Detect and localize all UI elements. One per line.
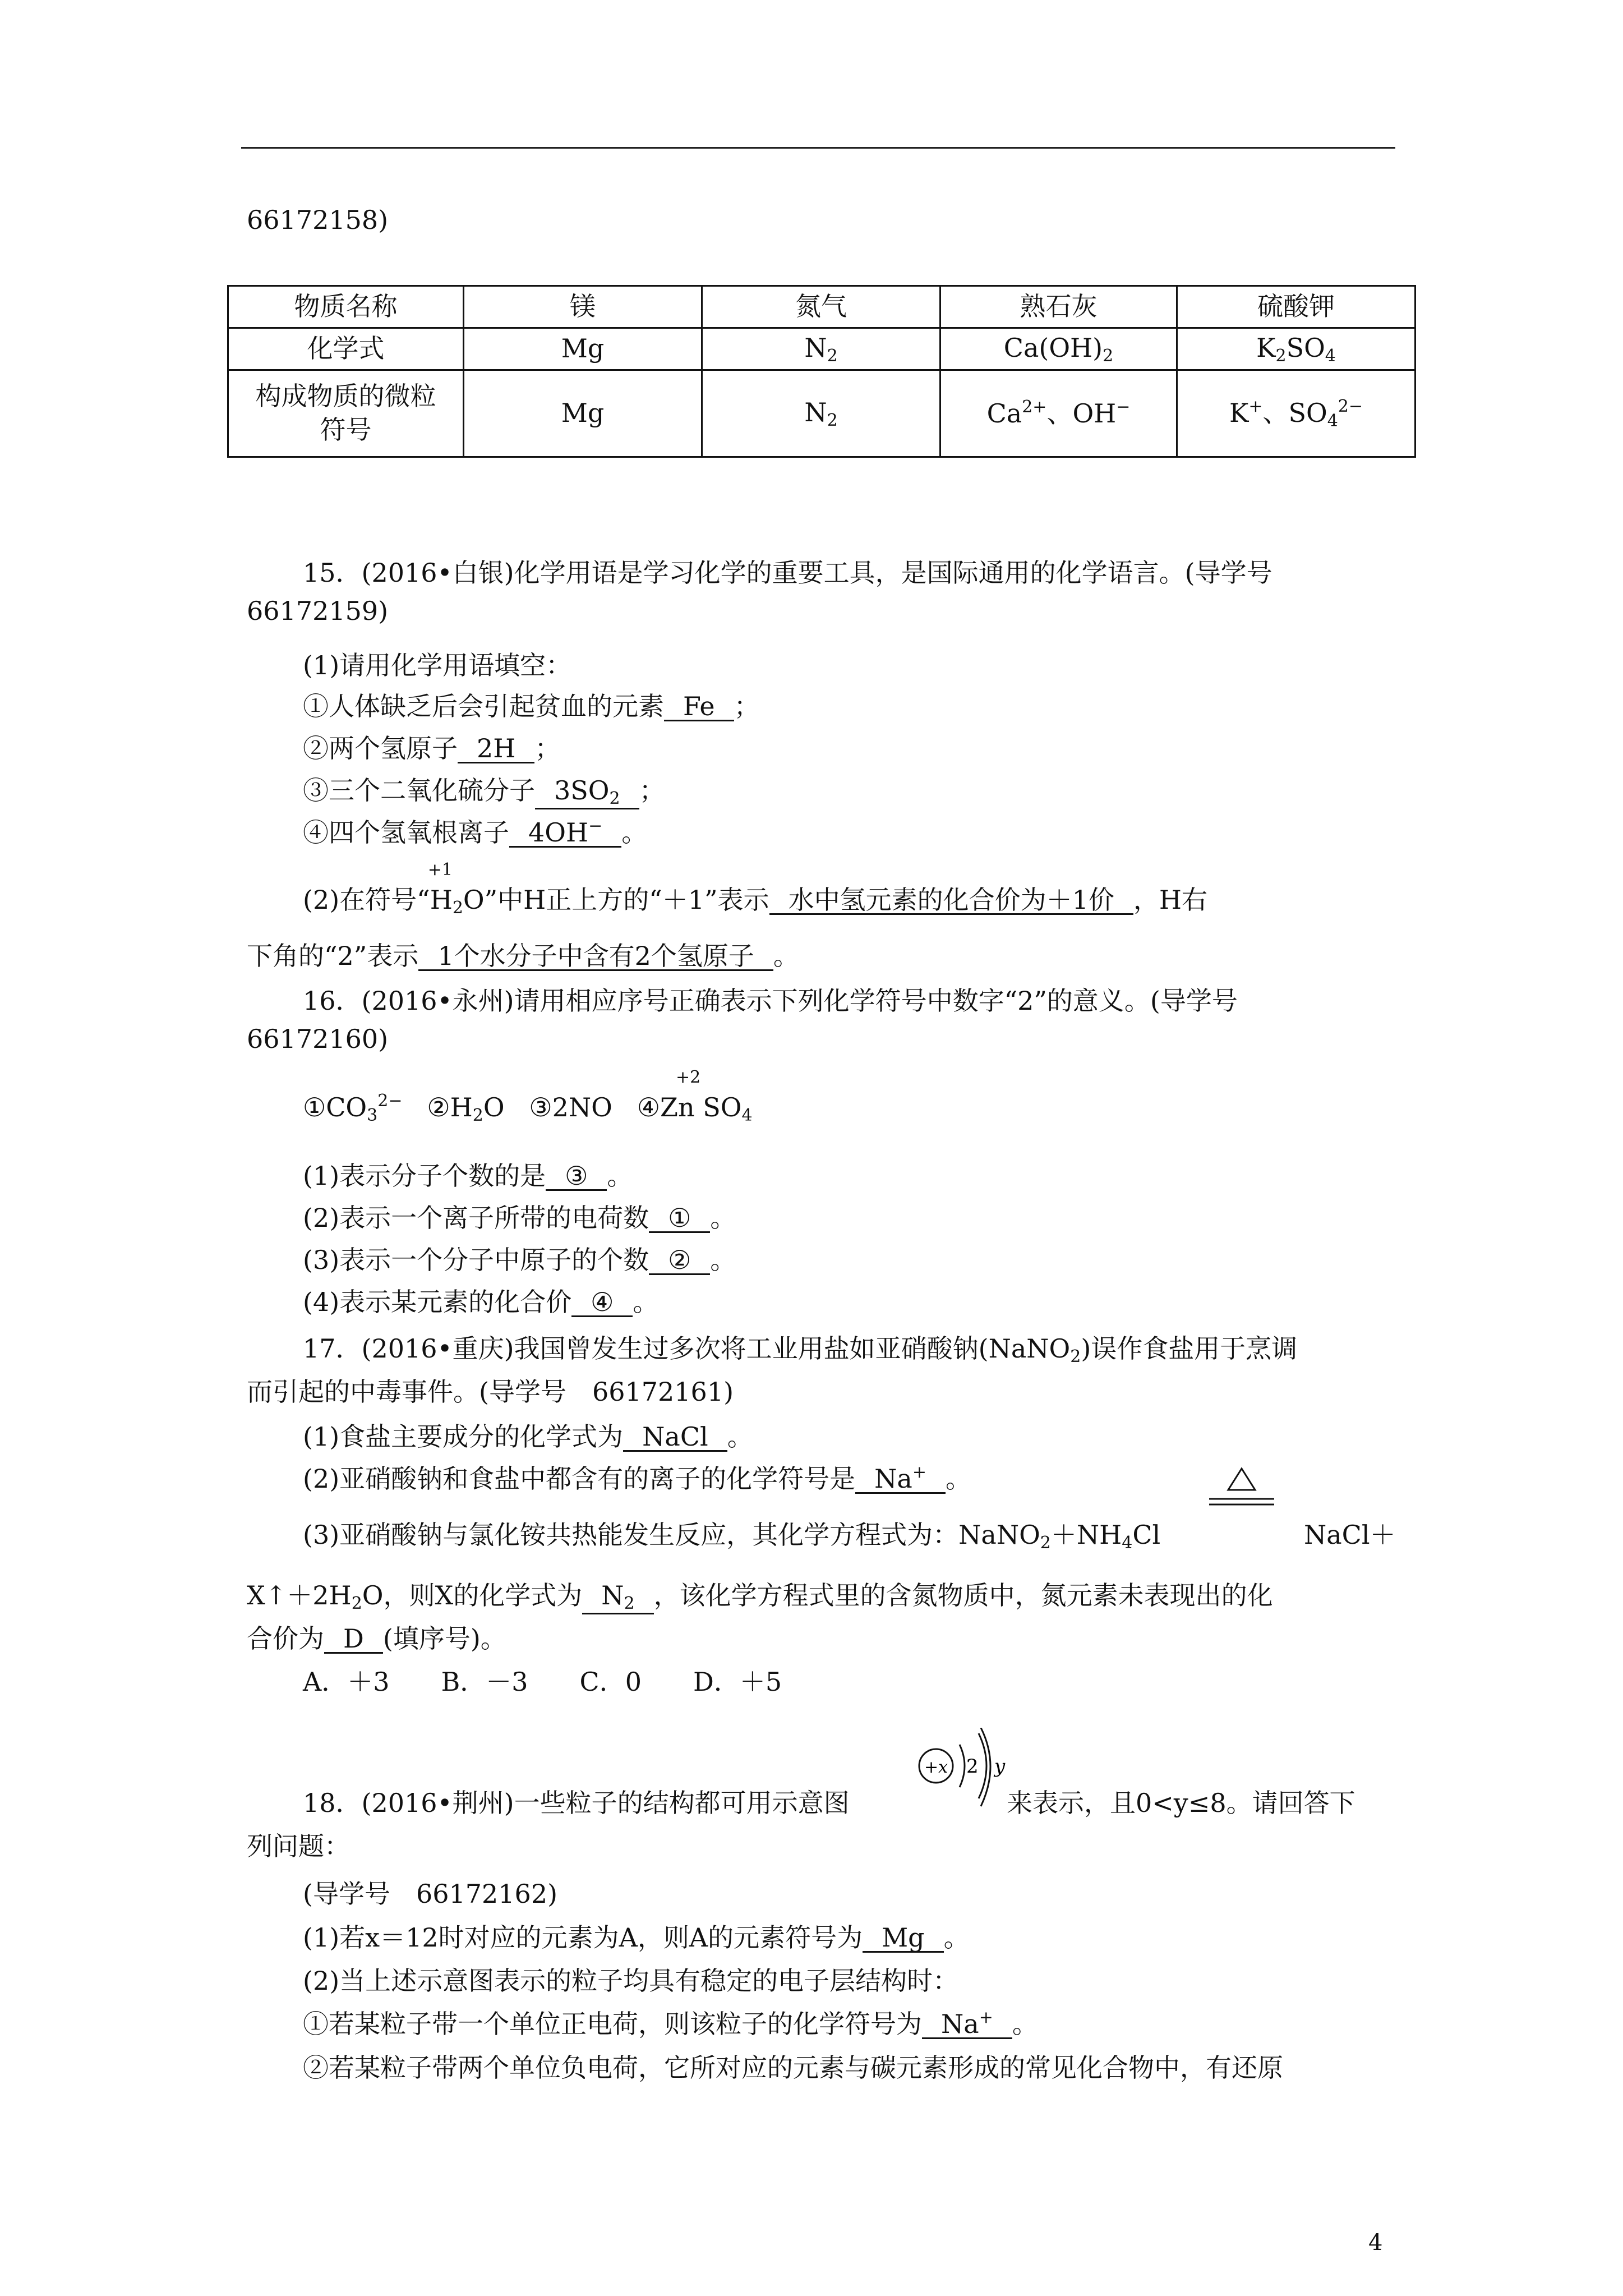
q18-p2b: ②若某粒子带两个单位负电荷，它所对应的元素与碳元素形成的常见化合物中，有还原 — [303, 2053, 1283, 2083]
q15-part2: (2)在符号“ +1 $H_2O$”中H正上方的“＋1”表示 水中氢元素的化合价为＋1价 ，H右 — [303, 860, 1207, 918]
answer-blank: ③ — [546, 1162, 607, 1191]
q16-stem: 16．(2016•永州)请用相应序号正确表示下列化学符号中数字“2”的意义。(导学号 — [303, 986, 1238, 1016]
answer-blank: ④ — [571, 1289, 633, 1317]
table-header-cell: 镁 — [464, 286, 702, 328]
q16-code: 66172160) — [247, 1024, 389, 1054]
table-header-row — [228, 286, 1415, 328]
answer-blank: D — [324, 1625, 383, 1654]
heating-condition-icon — [1208, 1464, 1275, 1518]
q17-p2: (2)亚硝酸钠和食盐中都含有的离子的化学符号是 Na+ 。 — [303, 1462, 971, 1494]
q15-code: 66172159) — [247, 596, 389, 626]
table-header-cell: 硫酸钾 — [1177, 286, 1415, 328]
table-cell: $K_2SO_4$ — [1177, 328, 1415, 370]
table-row-particles — [228, 370, 1415, 457]
q15-stem: 15．(2016•白银)化学用语是学习化学的重要工具，是国际通用的化学语言。(导学号 — [303, 558, 1272, 588]
q16-p3: (3)表示一个分子中原子的个数 ② 。 — [303, 1245, 736, 1275]
table-header-cell: 氮气 — [702, 286, 940, 328]
table-header-cell: 熟石灰 — [940, 286, 1177, 328]
prev-question-code: 66172158) — [247, 205, 389, 235]
answer-blank: Mg — [863, 1924, 944, 1953]
answer-blank: $N_2$ — [582, 1582, 653, 1614]
answer-blank: ① — [649, 1204, 710, 1233]
svg-text:2: 2 — [966, 1755, 979, 1778]
q15-part2-cont: 下角的“2”表示 1个水分子中含有2个氢原子 。 — [247, 941, 799, 971]
q18-stem-cont: 来表示，且0<y≤8。请回答下 — [1007, 1788, 1355, 1818]
q15-item3: ③三个二氧化硫分子 $3SO_2$ ； — [303, 775, 665, 808]
answer-blank: 水中氢元素的化合价为＋1价 — [769, 886, 1133, 915]
q18-stem: 18．(2016•荆州)一些粒子的结构都可用示意图 — [303, 1788, 850, 1818]
table-cell: $N_2$ — [702, 370, 940, 457]
q16-symbols: $①CO_3^{2-}$ $②H_2O$ ③2NO ④Z +2 n $SO_4$ — [303, 1068, 753, 1125]
answer-blank: Na+ — [922, 2009, 1012, 2039]
table-row-label: 化学式 — [228, 328, 464, 370]
q16-p4: (4)表示某元素的化合价 ④ 。 — [303, 1287, 659, 1317]
answer-blank: $3SO_2$ — [535, 777, 639, 809]
q17-stem: 17．(2016•重庆)我国曾发生过多次将工业用盐如亚硝酸钠(NaNO$_2$)误作食盐用于烹调 — [303, 1333, 1298, 1366]
q18-stem-end: 列问题： — [247, 1831, 350, 1861]
q18-p1: (1)若x＝12时对应的元素为A，则A的元素符号为 Mg 。 — [303, 1922, 970, 1953]
q17-p3-product: NaCl＋ — [1304, 1520, 1396, 1550]
q15-part1: (1)请用化学用语填空： — [303, 650, 572, 680]
answer-blank: NaCl — [623, 1423, 727, 1452]
answer-blank: Na+ — [855, 1464, 946, 1494]
table-cell: Mg — [464, 328, 702, 370]
table-cell: $N_2$ — [702, 328, 940, 370]
answer-blank: 1个水分子中含有2个氢原子 — [418, 942, 773, 971]
answer-blank: ② — [649, 1246, 710, 1275]
answer-blank: 2H — [458, 735, 534, 763]
table-cell: K+、$SO_4^{2-}$ — [1177, 370, 1415, 457]
svg-text:+x: +x — [924, 1757, 948, 1777]
page-number: 4 — [1368, 2230, 1383, 2256]
q17-options: A．＋3 B．－3 C．0 D．＋5 — [303, 1667, 782, 1697]
table-cell: Mg — [464, 370, 702, 457]
water-valence-symbol: +1 H — [427, 860, 453, 915]
q16-p2: (2)表示一个离子所带的电荷数 ① 。 — [303, 1203, 736, 1233]
q15-item1: ①人体缺乏后会引起贫血的元素 Fe ； — [303, 691, 760, 721]
table-cell: $Ca(OH)_2$ — [940, 328, 1177, 370]
atom-structure-diagram — [911, 1728, 1012, 1823]
table-cell: $Ca^{2+}$、OH− — [940, 370, 1177, 457]
header-rule — [241, 147, 1395, 149]
q15-item2: ②两个氢原子 2H ； — [303, 733, 561, 763]
svg-text:y: y — [994, 1755, 1006, 1778]
table-header-cell: 物质名称 — [228, 286, 464, 328]
table-row-label: 构成物质的微粒 符号 — [228, 370, 464, 457]
q17-p3-cont: $X↑+2H_2O$，则X的化学式为 $N_2$ ，该化学方程式里的含氮物质中，氮元素未表现出的化 — [247, 1580, 1273, 1613]
q18-code: (导学号 66172162) — [303, 1879, 558, 1909]
q17-stem-cont: 而引起的中毒事件。(导学号 66172161) — [247, 1377, 734, 1407]
q17-p3: (3)亚硝酸钠与氯化铵共热能发生反应，其化学方程式为：$NaNO_2+NH_4Cl$ — [303, 1520, 1161, 1553]
answer-blank: 4OH− — [509, 817, 621, 848]
q16-p1: (1)表示分子个数的是 ③ 。 — [303, 1161, 633, 1191]
q15-item4: ④四个氢氧根离子 4OH− 。 — [303, 816, 648, 848]
answer-blank: Fe — [664, 693, 734, 721]
q18-p2a: ①若某粒子带一个单位正电荷，则该粒子的化学符号为 Na+ 。 — [303, 2008, 1038, 2039]
q17-p3-end: 合价为 D (填序号)。 — [247, 1623, 506, 1654]
q17-p1: (1)食盐主要成分的化学式为 NaCl 。 — [303, 1421, 753, 1452]
q18-p2: (2)当上述示意图表示的粒子均具有稳定的电子层结构时： — [303, 1966, 959, 1996]
table-row-formula — [228, 328, 1415, 370]
substance-table — [227, 285, 1416, 458]
